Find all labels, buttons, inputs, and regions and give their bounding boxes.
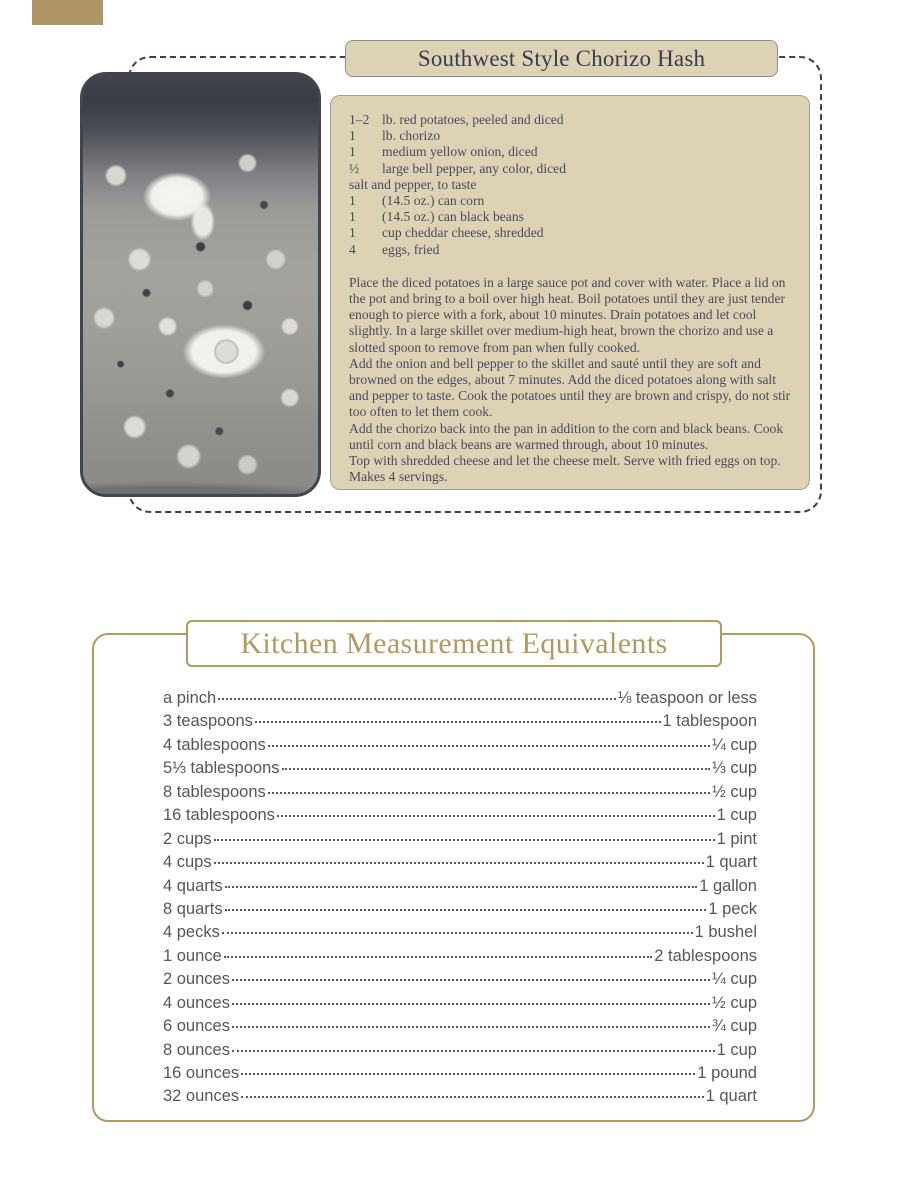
- ingredient-quantity: 1–2: [349, 112, 370, 127]
- ingredient-name: lb. red potatoes, peeled and diced: [382, 112, 564, 127]
- measurement-from: 1 ounce: [163, 946, 222, 965]
- measurement-row: [163, 1017, 757, 1040]
- measurement-row: [163, 830, 757, 853]
- measurement-row: [163, 947, 757, 970]
- measurement-to: 1 cup: [716, 806, 757, 825]
- recipe-title-box: [345, 40, 778, 77]
- measurement-from: 32 ounces: [163, 1087, 240, 1106]
- dot-leader: [241, 1096, 703, 1098]
- measurement-from: 4 cups: [163, 853, 212, 872]
- ingredient-quantity: 1: [349, 128, 356, 144]
- ingredient-name: salt and pepper, to taste: [349, 176, 477, 192]
- measurement-from: 8 ounces: [163, 1040, 230, 1059]
- dot-leader: [214, 862, 704, 864]
- measurement-to: ⅓ cup: [712, 759, 757, 778]
- instruction-paragraph: Top with shredded cheese and let the cheese melt. Serve with fried eggs on top. Makes 4 servings.: [349, 453, 781, 485]
- dot-leader: [277, 815, 715, 817]
- ingredient-name: eggs, fried: [382, 241, 440, 257]
- ingredient-quantity: 4: [349, 241, 356, 257]
- measurements-title: Kitchen Measurement Equivalents: [240, 626, 668, 660]
- measurement-row: [163, 806, 757, 829]
- measurement-to: 1 tablespoon: [662, 712, 757, 731]
- measurements-title-box: [186, 620, 722, 667]
- instruction-paragraph: Add the onion and bell pepper to the skillet and sauté until they are soft and browned on the edges, about 7 minutes. Add the diced potatoes along with salt and pepper to taste. Cook the potatoes until they are brown and crispy, do not stir too often to let them cook.: [349, 355, 791, 420]
- recipe-content-box: [330, 95, 810, 490]
- measurement-to: ¾ cup: [712, 1017, 757, 1036]
- dot-leader: [255, 721, 661, 723]
- measurement-from: 6 ounces: [163, 1017, 230, 1036]
- measurement-to: ½ cup: [712, 993, 757, 1012]
- ingredient-quantity: ½: [349, 160, 360, 176]
- dot-leader: [225, 909, 707, 911]
- ingredient-row: [349, 209, 795, 225]
- page-corner-marker: [32, 0, 103, 25]
- ingredient-row: [349, 177, 795, 193]
- measurement-to: 1 quart: [705, 853, 757, 872]
- dot-leader: [282, 768, 711, 770]
- measurement-row: [163, 736, 757, 759]
- measurement-from: 16 tablespoons: [163, 806, 275, 825]
- instruction-paragraph: Add the chorizo back into the pan in addition to the corn and black beans. Cook until corn and black beans are warmed through, about 10 minutes.: [349, 420, 784, 452]
- measurement-to: 1 bushel: [694, 923, 757, 942]
- measurement-from: 4 quarts: [163, 876, 223, 895]
- measurement-from: 2 ounces: [163, 970, 230, 989]
- measurement-from: 16 ounces: [163, 1064, 240, 1082]
- measurement-to: 1 pound: [697, 1064, 757, 1082]
- ingredient-name: large bell pepper, any color, diced: [382, 160, 566, 176]
- measurement-to: 1 cup: [716, 1040, 757, 1059]
- measurement-to: 2 tablespoons: [654, 946, 757, 965]
- measurement-row: [163, 923, 757, 946]
- measurement-row: [163, 900, 757, 923]
- measurements-list: [163, 689, 757, 1111]
- measurement-row: [163, 853, 757, 876]
- instruction-paragraph: Place the diced potatoes in a large sauce pot and cover with water. Place a lid on the pot and bring to a boil over high heat. Boil potatoes until they are just tender enough to pierce with a fork, about 10 minutes. Drain potatoes and let cool slightly. In a large skillet over medium-high heat, brown the chorizo and use a slotted spoon to remove from pan when fully cooked.: [349, 274, 786, 355]
- ingredient-name: (14.5 oz.) can corn: [382, 193, 485, 209]
- ingredient-name: medium yellow onion, diced: [382, 144, 538, 160]
- measurement-to: ½ cup: [712, 782, 757, 801]
- dot-leader: [232, 1026, 710, 1028]
- measurement-row: [163, 1064, 757, 1087]
- measurement-row: [163, 1041, 757, 1064]
- spacer: [349, 258, 795, 275]
- dot-leader: [224, 956, 653, 958]
- measurement-to: ¼ cup: [712, 970, 757, 989]
- dot-leader: [232, 979, 710, 981]
- ingredient-row: [349, 112, 795, 128]
- measurement-to: 1 pint: [716, 829, 757, 848]
- measurement-row: [163, 994, 757, 1017]
- measurement-from: 3 teaspoons: [163, 712, 253, 731]
- measurement-from: a pinch: [163, 689, 217, 707]
- measurement-row: [163, 970, 757, 993]
- measurement-to: 1 gallon: [699, 876, 757, 895]
- measurement-row: [163, 712, 757, 735]
- dot-leader: [225, 886, 698, 888]
- measurement-from: 2 cups: [163, 829, 212, 848]
- ingredient-quantity: 1: [349, 144, 356, 160]
- ingredient-row: [349, 242, 795, 258]
- measurement-to: ⅛ teaspoon or less: [617, 689, 757, 707]
- ingredient-row: [349, 193, 795, 209]
- ingredient-row: [349, 161, 795, 177]
- measurement-from: 5⅓ tablespoons: [163, 759, 280, 778]
- measurement-to: 1 peck: [708, 899, 757, 918]
- recipe-title: Southwest Style Chorizo Hash: [417, 45, 706, 71]
- dot-leader: [218, 698, 615, 700]
- ingredients-list: [349, 112, 795, 258]
- dot-leader: [232, 1003, 710, 1005]
- ingredient-row: [349, 128, 795, 144]
- measurement-from: 4 tablespoons: [163, 735, 266, 754]
- measurement-from: 4 pecks: [163, 923, 220, 942]
- dot-leader: [268, 792, 710, 794]
- measurement-row: [163, 783, 757, 806]
- dot-leader: [232, 1050, 715, 1052]
- measurement-to: ¼ cup: [712, 735, 757, 754]
- dot-leader: [241, 1073, 695, 1075]
- dot-leader: [214, 839, 715, 841]
- ingredient-row: [349, 144, 795, 160]
- ingredient-name: cup cheddar cheese, shredded: [382, 225, 544, 241]
- measurement-from: 8 quarts: [163, 899, 223, 918]
- ingredient-quantity: 1: [349, 225, 356, 241]
- measurement-from: 8 tablespoons: [163, 782, 266, 801]
- ingredient-quantity: 1: [349, 193, 356, 209]
- measurement-row: [163, 1087, 757, 1110]
- ingredient-row: [349, 225, 795, 241]
- ingredient-name: (14.5 oz.) can black beans: [382, 209, 524, 225]
- measurement-row: [163, 877, 757, 900]
- measurement-from: 4 ounces: [163, 993, 230, 1012]
- dot-leader: [268, 745, 710, 747]
- chorizo-hash-photo: [80, 72, 321, 497]
- measurement-row: [163, 689, 757, 712]
- measurement-row: [163, 759, 757, 782]
- ingredient-quantity: 1: [349, 209, 356, 225]
- measurement-to: 1 quart: [705, 1087, 757, 1106]
- dot-leader: [222, 932, 693, 934]
- ingredient-name: lb. chorizo: [382, 128, 441, 144]
- instructions-text: [349, 275, 795, 486]
